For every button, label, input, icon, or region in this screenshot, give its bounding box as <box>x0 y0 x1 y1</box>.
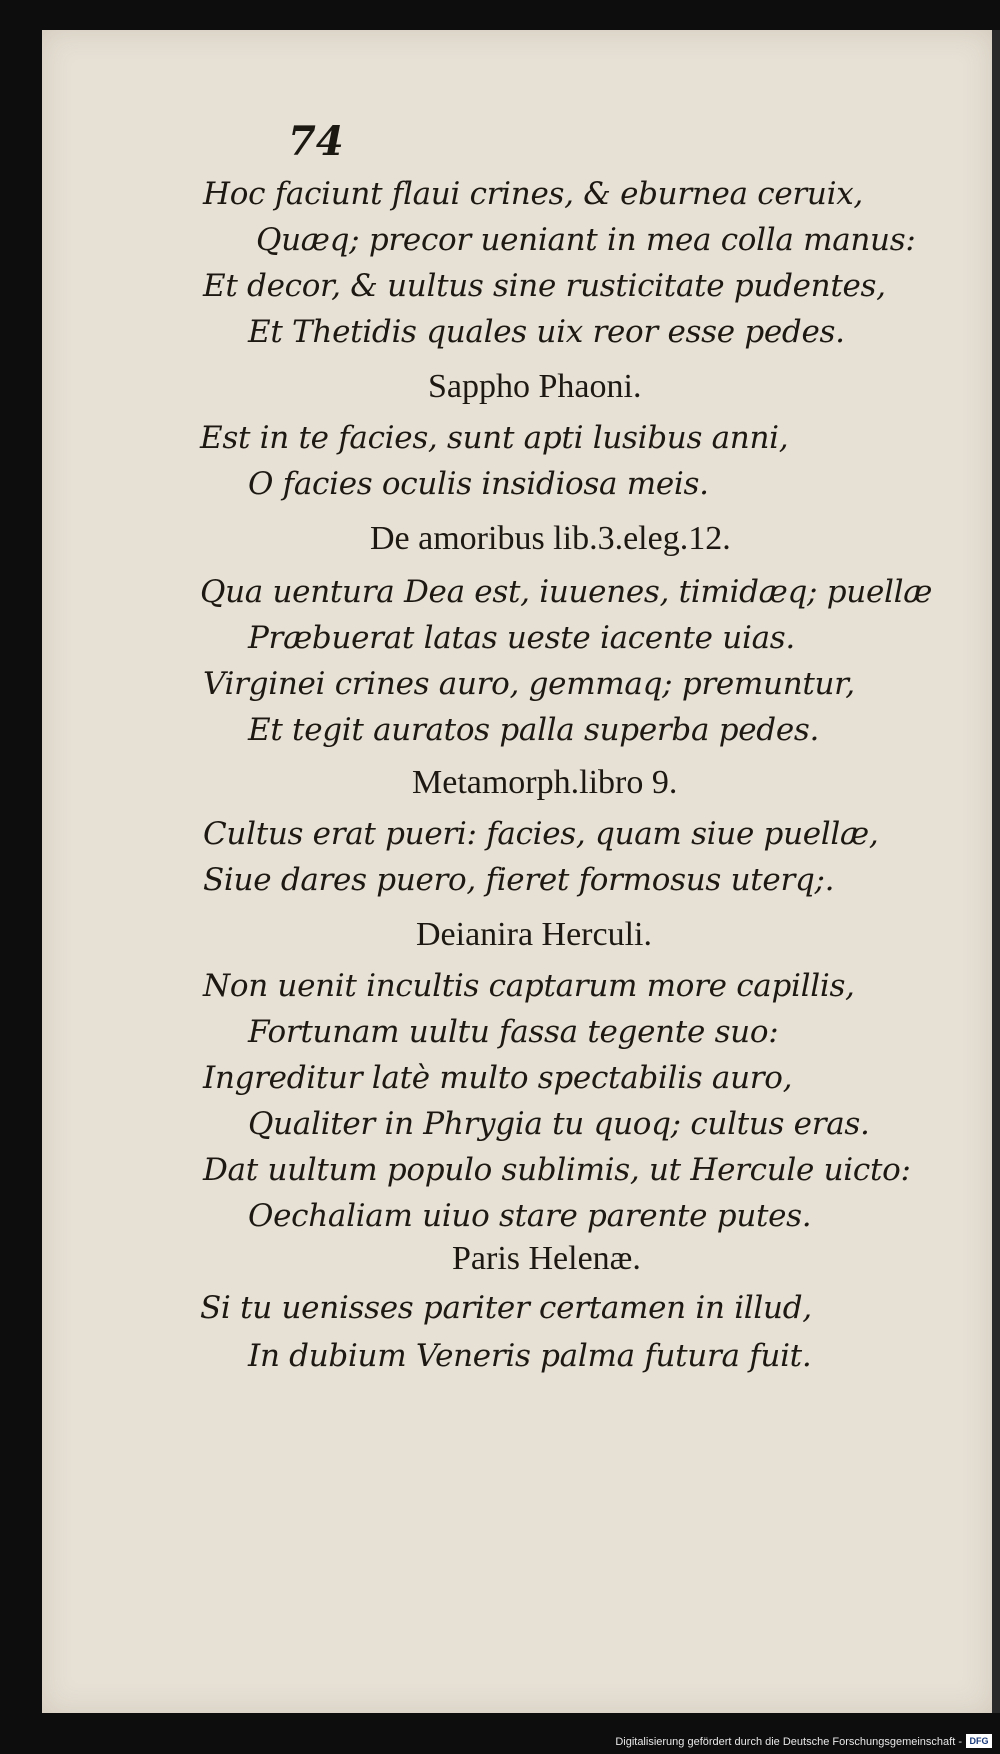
verse-line: Non uenit incultis captarum more capillis, <box>203 968 855 1004</box>
verse-line: Quæq; precor ueniant in mea colla manus: <box>256 222 916 258</box>
verse-line: Et tegit auratos palla superba pedes. <box>248 712 820 748</box>
footer-credit: Digitalisierung gefördert durch die Deutsche Forschungsgemeinschaft - <box>615 1736 962 1748</box>
dfg-logo: DFG <box>966 1734 992 1748</box>
section-heading: De amoribus lib.3.eleg.12. <box>370 520 731 557</box>
section-heading: Sappho Phaoni. <box>428 368 642 405</box>
verse-line: Hoc faciunt flaui crines, & eburnea ceruix, <box>203 176 863 212</box>
verse-line: Oechaliam uiuo stare parente putes. <box>248 1198 812 1234</box>
verse-line: Si tu uenisses pariter certamen in illud, <box>200 1290 812 1326</box>
section-heading: Metamorph.libro 9. <box>412 764 678 801</box>
verse-line: Ingreditur latè multo spectabilis auro, <box>203 1060 793 1096</box>
verse-line: Virginei crines auro, gemmaq; premuntur, <box>203 666 855 702</box>
verse-line: O facies oculis insidiosa meis. <box>248 466 709 502</box>
section-heading: Paris Helenæ. <box>452 1240 641 1277</box>
verse-line: Qua uentura Dea est, iuuenes, timidæq; puellæ <box>200 574 933 610</box>
verse-line: Cultus erat pueri: facies, quam siue puellæ, <box>203 816 879 852</box>
verse-line: Præbuerat latas ueste iacente uias. <box>248 620 795 656</box>
verse-line: In dubium Veneris palma futura fuit. <box>248 1338 812 1374</box>
verse-line: Et Thetidis quales uix reor esse pedes. <box>248 314 845 350</box>
facing-page-edge <box>992 30 1000 1713</box>
verse-line: Est in te facies, sunt apti lusibus anni, <box>200 420 789 456</box>
verse-line: Siue dares puero, fieret formosus uterq;. <box>203 862 835 898</box>
verse-line: Et decor, & uultus sine rusticitate pudentes, <box>203 268 886 304</box>
page-number: 74 <box>288 118 344 165</box>
verse-line: Dat uultum populo sublimis, ut Hercule uicto: <box>203 1152 911 1188</box>
section-heading: Deianira Herculi. <box>416 916 652 953</box>
verse-line: Fortunam uultu fassa tegente suo: <box>248 1014 779 1050</box>
verse-line: Qualiter in Phrygia tu quoq; cultus eras. <box>248 1106 870 1142</box>
